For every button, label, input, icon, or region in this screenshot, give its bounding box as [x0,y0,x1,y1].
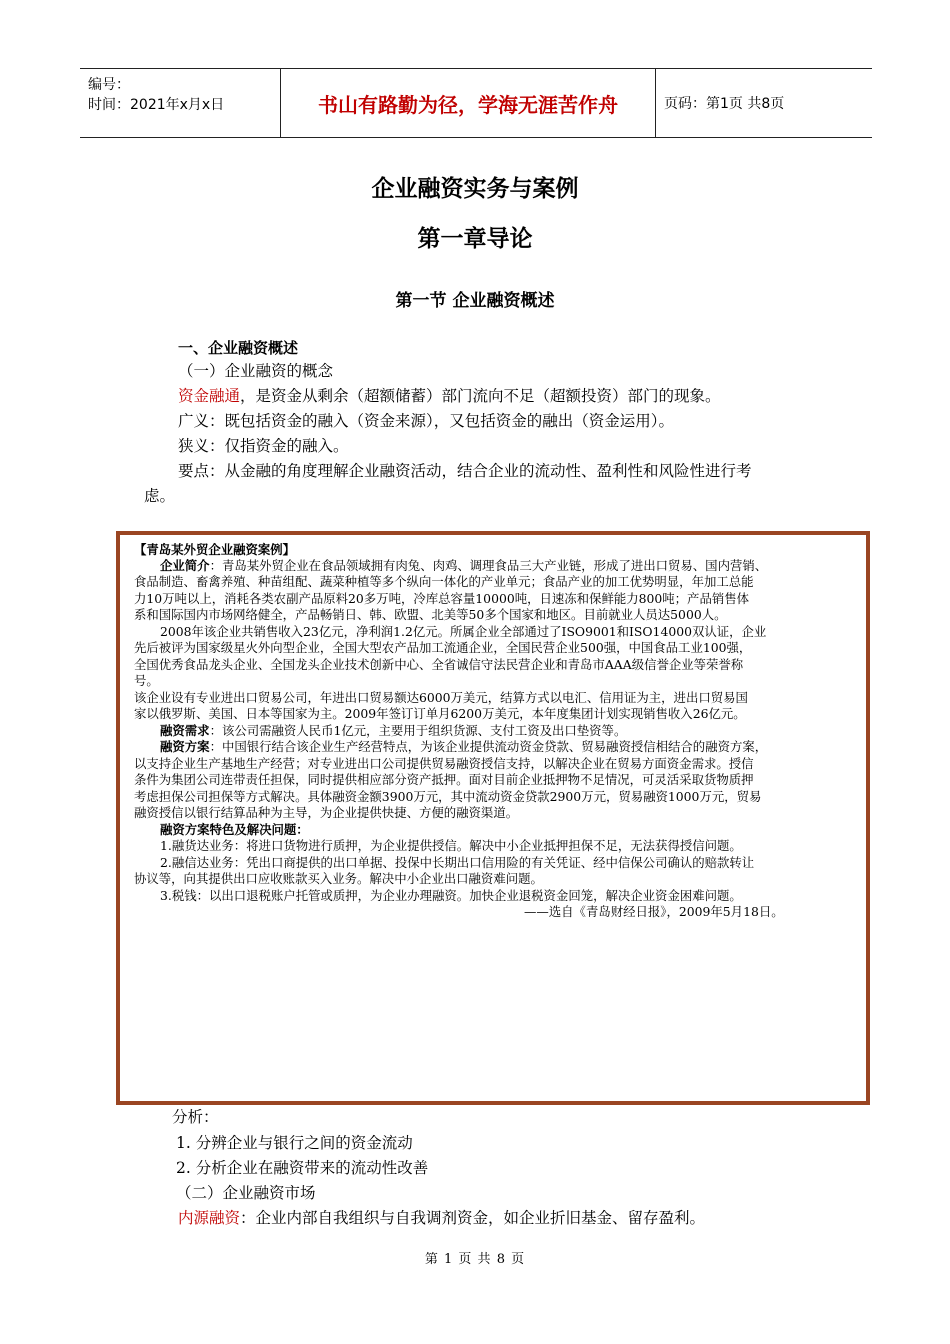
term-capital-financing: 资金融通 [178,387,241,405]
paragraph-keypoint: 要点：从金融的角度理解企业融资活动，结合企业的流动性、盈利性和风险性进行考 [178,462,752,480]
case-line: 家以俄罗斯、美国、日本等国家为主。2009年签订订单月6200万美元，本年度集团计划实现销售收入26亿元。 [134,706,746,721]
case-plan [160,739,767,756]
case-line: 3.税钱：以出口退税账户托管或质押，为企业办理融资。加快企业退税资金回笼，解决企业资金困难问题。 [160,888,742,903]
header-motto: 书山有路勤为径，学海无涯苦作舟 [280,69,656,137]
case-line: 力10万吨以上，消耗各类农副产品原料20多万吨，冷库总容量10000吨，日速冻和保鲜能力800吨；产品销售体 [134,591,750,606]
term-internal-financing: 内源融资 [178,1209,241,1227]
paragraph-definition [178,384,721,408]
analysis-label: 分析： [172,1108,219,1126]
case-line: 2.融信达业务：凭出口商提供的出口单据、投保中长期出口信用险的有关凭证、经中信保公司确认的赔款转让 [160,855,755,870]
chapter-title: 第一章导论 [417,226,533,252]
page-footer: 第 1 页 共 8 页 [424,1252,526,1267]
case-source: ——选自《青岛财经日报》，2009年5月18日。 [524,904,784,919]
intro-label: 企业简介 [160,558,210,573]
case-line: 协议等，向其提供出口应收账款买入业务。解决中小企业出口融资难问题。 [134,871,543,886]
header-code: 编号： [88,77,130,93]
definition-text: ，是资金从剩余（超额储蓄）部门流向不足（超额投资）部门的现象。 [240,387,721,405]
case-line: 1.融货达业务：将进口货物进行质押，为企业提供授信。解决中小企业抵押担保不足，无法获得授信问题。 [160,838,742,853]
case-line: 全国优秀食品龙头企业、全国龙头企业技术创新中心、全省诚信守法民营企业和青岛市AAA级信誉企业等荣誉称 [134,657,744,672]
need-label: 融资需求 [160,723,210,738]
book-title: 企业融资实务与案例 [371,176,579,202]
internal-financing-text: ：企业内部自我组织与自我调剂资金，如企业折旧基金、留存盈利。 [240,1209,706,1227]
header-meta [88,75,224,115]
subheading-market: （二）企业融资市场 [176,1184,316,1202]
section-title: 第一节 企业融资概述 [395,291,555,311]
case-line: 融资授信以银行结算品种为主导，为企业提供快捷、方便的融资渠道。 [134,805,519,820]
need-text: ：该公司需融资人民币1亿元，主要用于组织货源、支付工资及出口垫资等。 [209,723,627,738]
case-feature-heading [160,822,309,839]
case-line: 考虑担保公司担保等方式解决。具体融资金额3900万元，其中流动资金贷款2900万元，贸易融资1000万元，贸易 [134,789,762,804]
case-title [134,542,295,559]
subheading-concept: （一）企业融资的概念 [178,362,334,380]
case-line: 号。 [134,673,159,688]
header-page-info: 页码：第1页 共8页 [664,96,785,112]
case-title-text: 【青岛某外贸企业融资案例】 [134,542,296,557]
case-line: 系和国际国内市场网络健全，产品畅销日、韩、欧盟、北美等50多个国家和地区。目前就业人员达5000人。 [134,607,727,622]
case-line: 该企业设有专业进出口贸易公司，年进出口贸易额达6000万美元，结算方式以电汇、信用证为主，进出口贸易国 [134,690,748,705]
feature-colon: ： [296,822,309,837]
case-need [160,723,626,740]
header-time: 时间：2021年x月x日 [88,97,225,113]
paragraph-internal-financing [178,1206,705,1230]
paragraph-keypoint-cont: 虑。 [144,487,176,505]
case-line: 条件为集团公司连带责任担保，同时提供相应部分资产抵押。面对目前企业抵押物不足情况，可灵活采取货物质押 [134,772,754,787]
feature-label: 融资方案特色及解决问题 [160,822,297,837]
case-line: 食品制造、畜禽养殖、种苗组配、蔬菜种植等多个纵向一体化的产业单元；食品产业的加工优势明显，年加工总能 [134,574,754,589]
paragraph-narrow: 狭义：仅指资金的融入。 [178,437,349,455]
heading-overview: 一、企业融资概述 [178,339,299,357]
case-line: 先后被评为国家级星火外向型企业，全国大型农产品加工流通企业，全国民营企业500强，中国食品工业100强， [134,640,752,655]
analysis-item-1: 1. 分辨企业与银行之间的资金流动 [176,1134,413,1152]
case-line: 以支持企业生产基地生产经营；对专业进出口公司提供贸易融资授信支持，以解决企业在贸易方面资金需求。授信 [134,756,754,771]
document-header [80,68,872,138]
case-line: 2008年该企业共销售收入23亿元，净利润1.2亿元。所属企业全部通过了ISO9001和ISO14000双认证，企业 [160,624,767,639]
paragraph-broad: 广义：既包括资金的融入（资金来源），又包括资金的融出（资金运用）。 [178,412,675,430]
plan-text: ：中国银行结合该企业生产经营特点，为该企业提供流动资金贷款、贸易融资授信相结合的融资方案， [209,739,768,754]
plan-label: 融资方案 [160,739,210,754]
case-line [160,558,767,575]
case-text: ：青岛某外贸企业在食品领域拥有肉兔、肉鸡、调理食品三大产业链，形成了进出口贸易、国内营销、 [209,558,768,573]
analysis-item-2: 2. 分析企业在融资带来的流动性改善 [176,1159,429,1177]
